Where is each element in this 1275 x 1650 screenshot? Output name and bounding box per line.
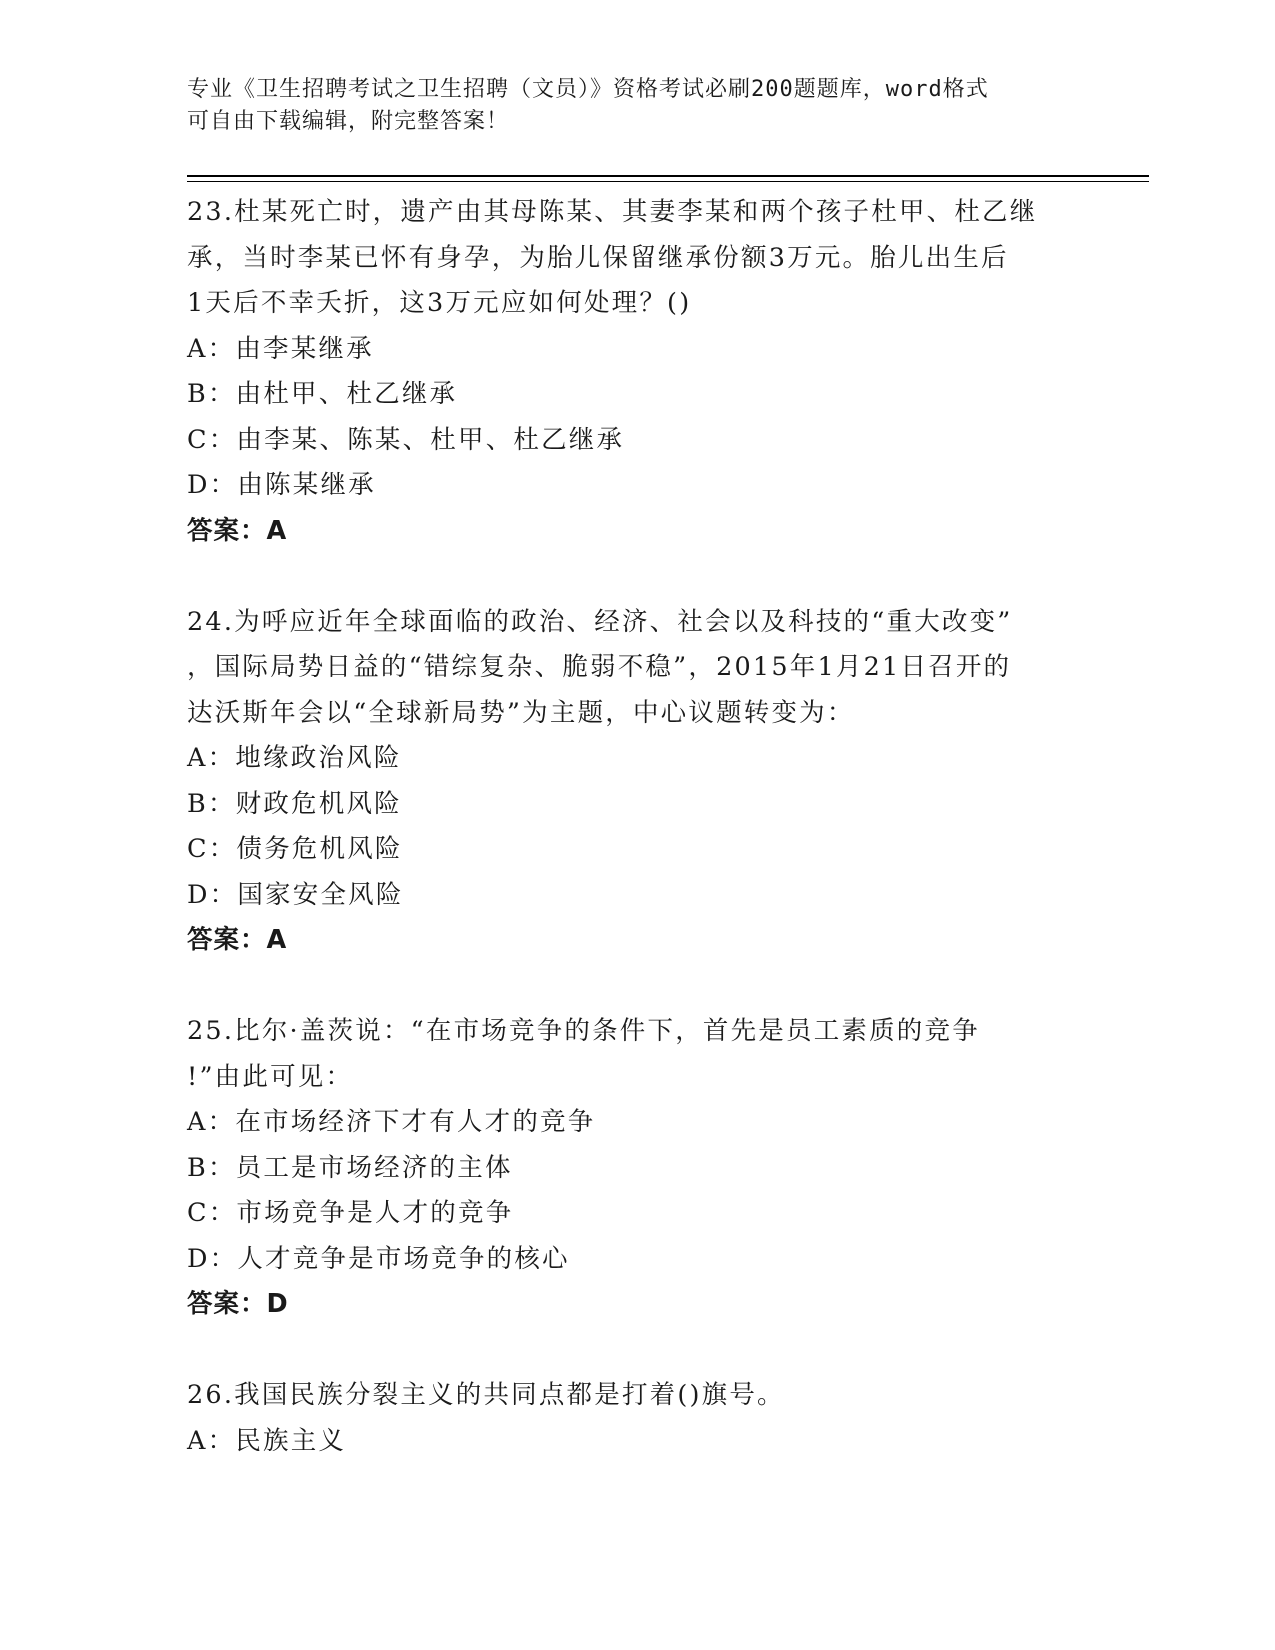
question-24 bbox=[187, 600, 1087, 964]
question-stem-line: 承，当时李某已怀有身孕，为胎儿保留继承份额3万元。胎儿出生后 bbox=[187, 242, 1009, 273]
question-stem-line: 24.为呼应近年全球面临的政治、经济、社会以及科技的“重大改变” bbox=[187, 606, 1013, 637]
question-25 bbox=[187, 1009, 1087, 1328]
option-d: D：国家安全风险 bbox=[187, 879, 404, 910]
option-a: A：在市场经济下才有人才的竞争 bbox=[187, 1107, 596, 1137]
option-b: B：员工是市场经济的主体 bbox=[187, 1152, 513, 1183]
option-c: C：由李某、陈某、杜甲、杜乙继承 bbox=[187, 424, 625, 455]
question-stem-line: 25.比尔·盖茨说：“在市场竞争的条件下，首先是员工素质的竞争 bbox=[187, 1016, 980, 1046]
option-a: A：由李某继承 bbox=[187, 333, 374, 364]
option-a: A：地缘政治风险 bbox=[187, 743, 402, 773]
option-b: B：财政危机风险 bbox=[187, 788, 402, 819]
header-divider-thin bbox=[187, 181, 1149, 182]
option-d: D：由陈某继承 bbox=[187, 470, 376, 500]
question-stem-line: 23.杜某死亡时，遗产由其母陈某、其妻李某和两个孩子杜甲、杜乙继 bbox=[187, 197, 1038, 227]
question-spacer bbox=[187, 554, 1087, 600]
header-line-1: 专业《卫生招聘考试之卫生招聘（文员）》资格考试必刷200题题库，word格式 bbox=[187, 77, 989, 102]
question-26 bbox=[187, 1373, 1087, 1464]
option-c: C：债务危机风险 bbox=[187, 834, 403, 864]
question-stem-line: 1天后不幸夭折，这3万元应如何处理？() bbox=[187, 288, 692, 318]
document-header bbox=[187, 74, 1087, 138]
question-spacer bbox=[187, 1328, 1087, 1374]
question-list bbox=[187, 190, 1087, 1464]
question-23 bbox=[187, 190, 1087, 554]
option-a: A：民族主义 bbox=[187, 1425, 347, 1456]
question-stem-line: 达沃斯年会以“全球新局势”为主题，中心议题转变为： bbox=[187, 697, 855, 728]
header-line-2: 可自由下载编辑，附完整答案！ bbox=[187, 109, 510, 134]
question-stem-line: 26.我国民族分裂主义的共同点都是打着()旗号。 bbox=[187, 1380, 785, 1410]
option-b: B：由杜甲、杜乙继承 bbox=[187, 379, 458, 409]
question-stem-line: !”由此可见： bbox=[187, 1061, 354, 1092]
option-c: C：市场竞争是人才的竞争 bbox=[187, 1198, 514, 1228]
option-d: D：人才竞争是市场竞争的核心 bbox=[187, 1243, 570, 1274]
question-stem-line: ，国际局势日益的“错综复杂、脆弱不稳”，2015年1月21日召开的 bbox=[187, 652, 1012, 682]
question-spacer bbox=[187, 964, 1087, 1010]
answer-label: 答案：A bbox=[187, 925, 288, 955]
answer-label: 答案：D bbox=[187, 1289, 289, 1319]
header-divider-thick bbox=[187, 175, 1149, 177]
answer-label: 答案：A bbox=[187, 515, 288, 546]
